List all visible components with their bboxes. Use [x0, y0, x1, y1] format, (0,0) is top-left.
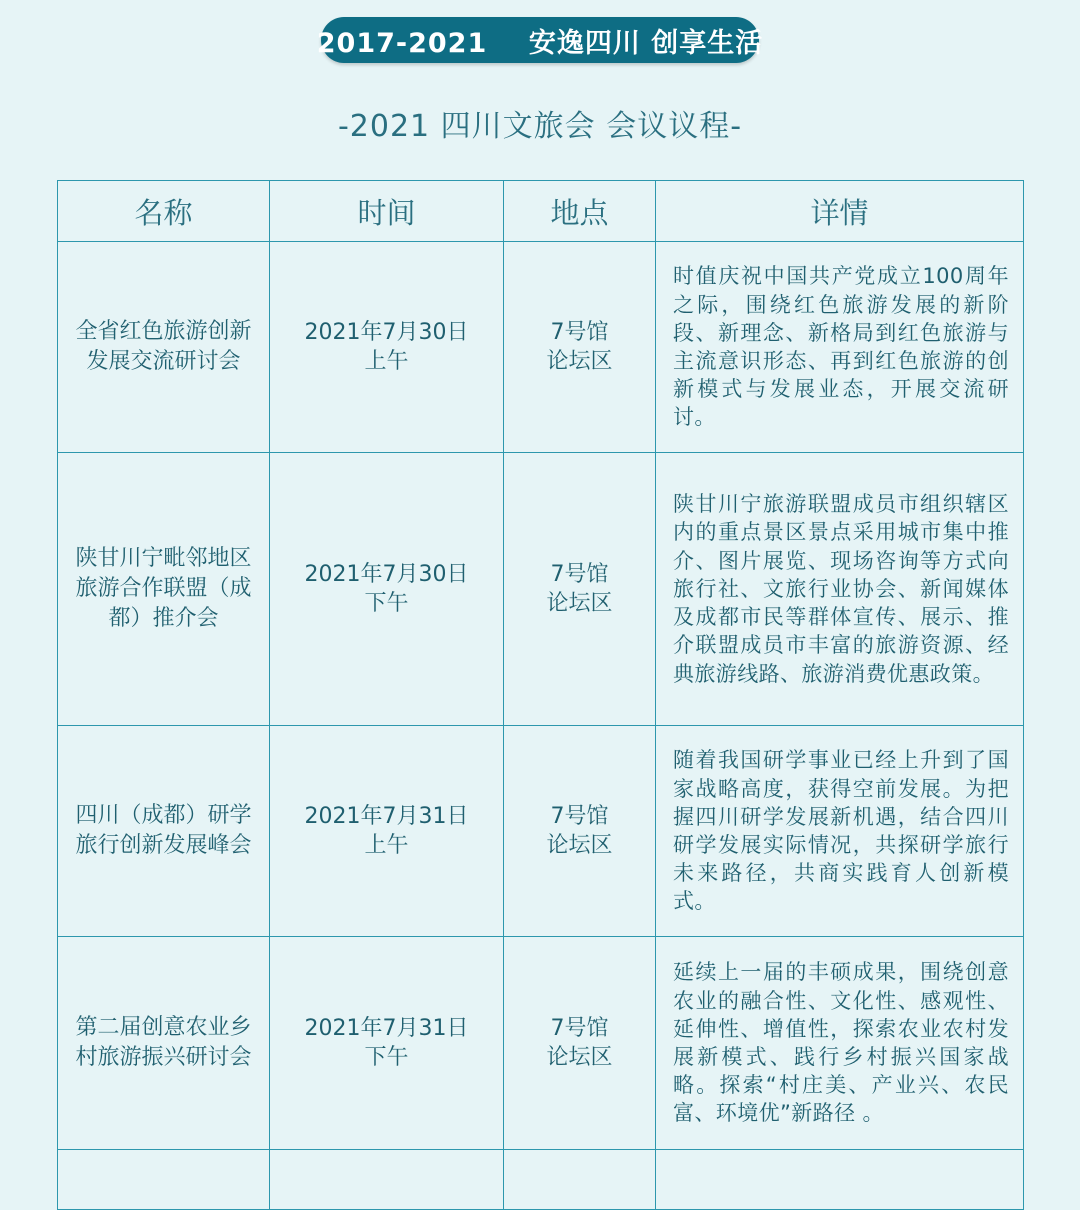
agenda-subtitle: -2021 四川文旅会 会议议程-: [337, 109, 743, 144]
row-date: 2021年7月31日: [304, 804, 469, 829]
row-time: [270, 453, 504, 726]
row-hall: 7号馆: [550, 1016, 609, 1041]
row-cell-empty: [504, 1150, 656, 1210]
row-zone: 论坛区: [546, 349, 613, 374]
row-zone: 论坛区: [546, 1045, 613, 1070]
row-venue: [504, 453, 656, 726]
row-name: 四川（成都）研学旅行创新发展峰会: [58, 726, 270, 937]
header-venue: 地点: [504, 181, 656, 242]
row-name: 第二届创意农业乡村旅游振兴研讨会: [58, 937, 270, 1150]
row-detail: 延续上一届的丰硕成果，围绕创意农业的融合性、文化性、感观性、延伸性、增值性，探索农业农村发展新模式、践行乡村振兴国家战略。探索“村庄美、产业兴、农民富、环境优”新路径 。: [656, 937, 1024, 1150]
row-detail: 陕甘川宁旅游联盟成员市组织辖区内的重点景区景点采用城市集中推介、图片展览、现场咨询等方式向旅行社、文旅行业协会、新闻媒体及成都市民等群体宣传、展示、推介联盟成员市丰富的旅游资源、经典旅游线路、旅游消费优惠政策。: [656, 453, 1024, 726]
row-hall: 7号馆: [550, 804, 609, 829]
row-venue: [504, 242, 656, 453]
header-name: 名称: [58, 181, 270, 242]
row-cell-empty: [656, 1150, 1024, 1210]
row-venue: [504, 937, 656, 1150]
row-zone: 论坛区: [546, 591, 613, 616]
header-time: 时间: [270, 181, 504, 242]
agenda-table: [57, 180, 1024, 1210]
row-detail: 随着我国研学事业已经上升到了国家战略高度，获得空前发展。为把握四川研学发展新机遇，结合四川研学发展实际情况，共探研学旅行未来路径，共商实践育人创新模式。: [656, 726, 1024, 937]
row-detail: 时值庆祝中国共产党成立100周年之际，围绕红色旅游发展的新阶段、新理念、新格局到红色旅游与主流意识形态、再到红色旅游的创新模式与发展业态，开展交流研讨。: [656, 242, 1024, 453]
row-time: [270, 726, 504, 937]
banner-text: 2017-2021 安逸四川 创享生活: [316, 27, 764, 59]
row-period: 下午: [364, 591, 409, 616]
row-date: 2021年7月31日: [304, 1016, 469, 1041]
row-period: 上午: [364, 349, 409, 374]
row-zone: 论坛区: [546, 833, 613, 858]
row-name: 全省红色旅游创新发展交流研讨会: [58, 242, 270, 453]
row-date: 2021年7月30日: [304, 562, 469, 587]
row-cell-empty: [58, 1150, 270, 1210]
row-name: 陕甘川宁毗邻地区旅游合作联盟（成都）推介会: [58, 453, 270, 726]
row-hall: 7号馆: [550, 562, 609, 587]
header-detail: 详情: [656, 181, 1024, 242]
row-date: 2021年7月30日: [304, 320, 469, 345]
row-hall: 7号馆: [550, 320, 609, 345]
table-row: [58, 453, 1024, 726]
title-banner: [316, 17, 764, 63]
row-venue: [504, 726, 656, 937]
table-header-row: [58, 181, 1024, 242]
row-time: [270, 937, 504, 1150]
table-row-partial: [58, 1150, 1024, 1210]
table-row: [58, 242, 1024, 453]
row-period: 下午: [364, 1045, 409, 1070]
table-row: [58, 937, 1024, 1150]
row-time: [270, 242, 504, 453]
row-cell-empty: [270, 1150, 504, 1210]
row-period: 上午: [364, 833, 409, 858]
table-row: [58, 726, 1024, 937]
